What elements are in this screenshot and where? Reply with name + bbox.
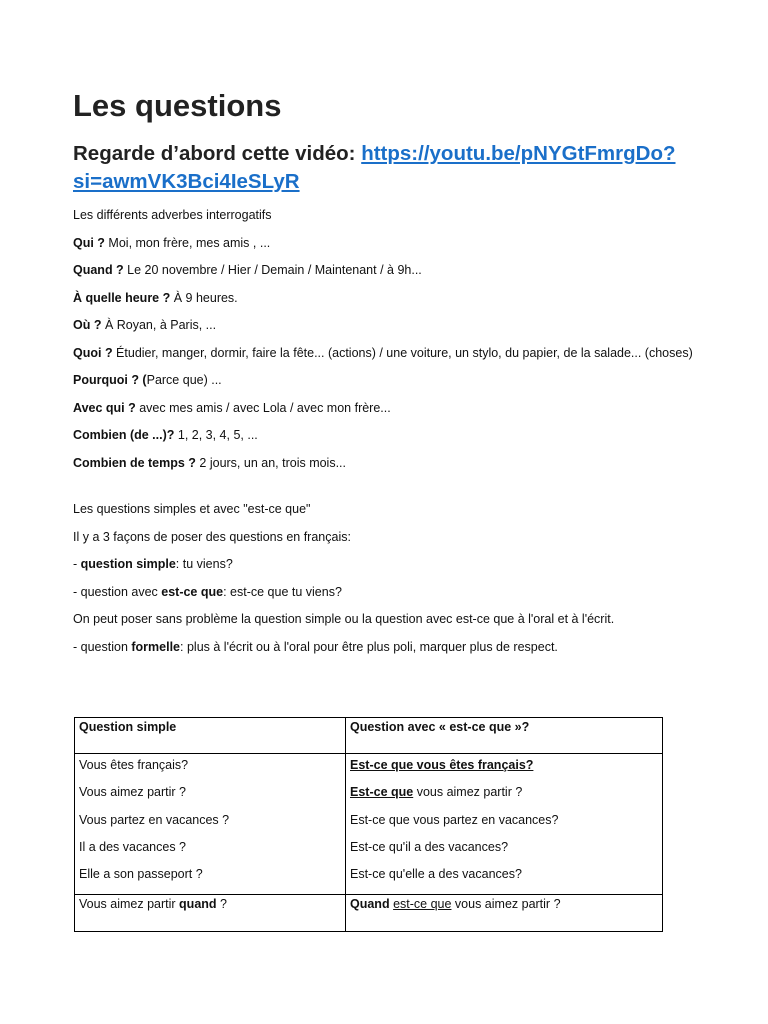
simple-question-quand: Vous aimez partir quand ? bbox=[75, 895, 346, 932]
adverbs-heading: Les différents adverbes interrogatifs bbox=[73, 208, 272, 222]
questions-table bbox=[74, 717, 663, 932]
adverb-item: Pourquoi ? (Parce que) ... bbox=[73, 373, 222, 387]
simple-question: Vous partez en vacances ? bbox=[79, 812, 230, 827]
table-row bbox=[75, 754, 663, 895]
adverb-item: Quoi ? Étudier, manger, dormir, faire la fête... (actions) / une voiture, un stylo, du papier, de la salade... (choses) bbox=[73, 345, 693, 360]
est-ce-que-question: Est-ce que vous partez en vacances? bbox=[350, 812, 559, 827]
adverb-item: Combien (de ...)? 1, 2, 3, 4, 5, ... bbox=[73, 428, 258, 442]
header-cell: Question simple bbox=[75, 718, 346, 754]
simple-question: Vous aimez partir ? bbox=[79, 785, 186, 800]
est-ce-que-question-quand: Quand est-ce que vous aimez partir ? bbox=[346, 895, 663, 932]
video-link[interactable]: https://youtu.be/pNYGtFmrgDo?si=awmVK3Bci4IeSLyR bbox=[73, 142, 676, 193]
way-simple: - question simple: tu viens? bbox=[73, 557, 233, 571]
adverb-item: À quelle heure ? À 9 heures. bbox=[73, 290, 238, 305]
simple-question: Il a des vacances ? bbox=[79, 839, 187, 854]
way-est-ce-que: - question avec est-ce que: est-ce que tu viens? bbox=[73, 584, 342, 599]
est-ce-que-question: Est-ce qu'il a des vacances? bbox=[350, 839, 509, 854]
adverb-item: Qui ? Moi, mon frère, mes amis , ... bbox=[73, 235, 271, 250]
intro-text: Il y a 3 façons de poser des questions en français: bbox=[73, 529, 351, 544]
est-ce-que-questions-cell bbox=[346, 754, 663, 895]
adverb-item: Quand ? Le 20 novembre / Hier / Demain / Maintenant / à 9h... bbox=[73, 263, 422, 277]
simple-questions-heading: Les questions simples et avec "est-ce que" bbox=[73, 502, 311, 516]
header-cell: Question avec « est-ce que »? bbox=[346, 718, 663, 754]
adverb-item: Où ? À Royan, à Paris, ... bbox=[73, 318, 217, 332]
adverb-item: Combien de temps ? 2 jours, un an, trois mois... bbox=[73, 455, 346, 470]
way-formelle: - question formelle: plus à l'écrit ou à l'oral pour être plus poli, marquer plus de respect. bbox=[73, 639, 558, 654]
est-ce-que-question: Est-ce que vous aimez partir ? bbox=[350, 785, 523, 800]
est-ce-que-question: Est-ce qu'elle a des vacances? bbox=[350, 867, 522, 882]
page-title: Les questions bbox=[73, 88, 282, 123]
simple-questions-cell bbox=[75, 754, 346, 895]
subtitle-prefix: Regarde d’abord cette vidéo: bbox=[73, 142, 362, 165]
simple-question: Elle a son passeport ? bbox=[79, 867, 203, 882]
simple-question: Vous êtes français? bbox=[79, 758, 189, 772]
document-page bbox=[73, 86, 693, 665]
subtitle bbox=[73, 140, 693, 196]
note-text: On peut poser sans problème la question simple ou la question avec est-ce que à l'oral et à l'écrit. bbox=[73, 612, 615, 626]
table-header-row bbox=[75, 718, 663, 754]
adverb-item: Avec qui ? avec mes amis / avec Lola / avec mon frère... bbox=[73, 400, 391, 415]
table-row bbox=[75, 895, 663, 932]
est-ce-que-question: Est-ce que vous êtes français? bbox=[350, 758, 534, 772]
